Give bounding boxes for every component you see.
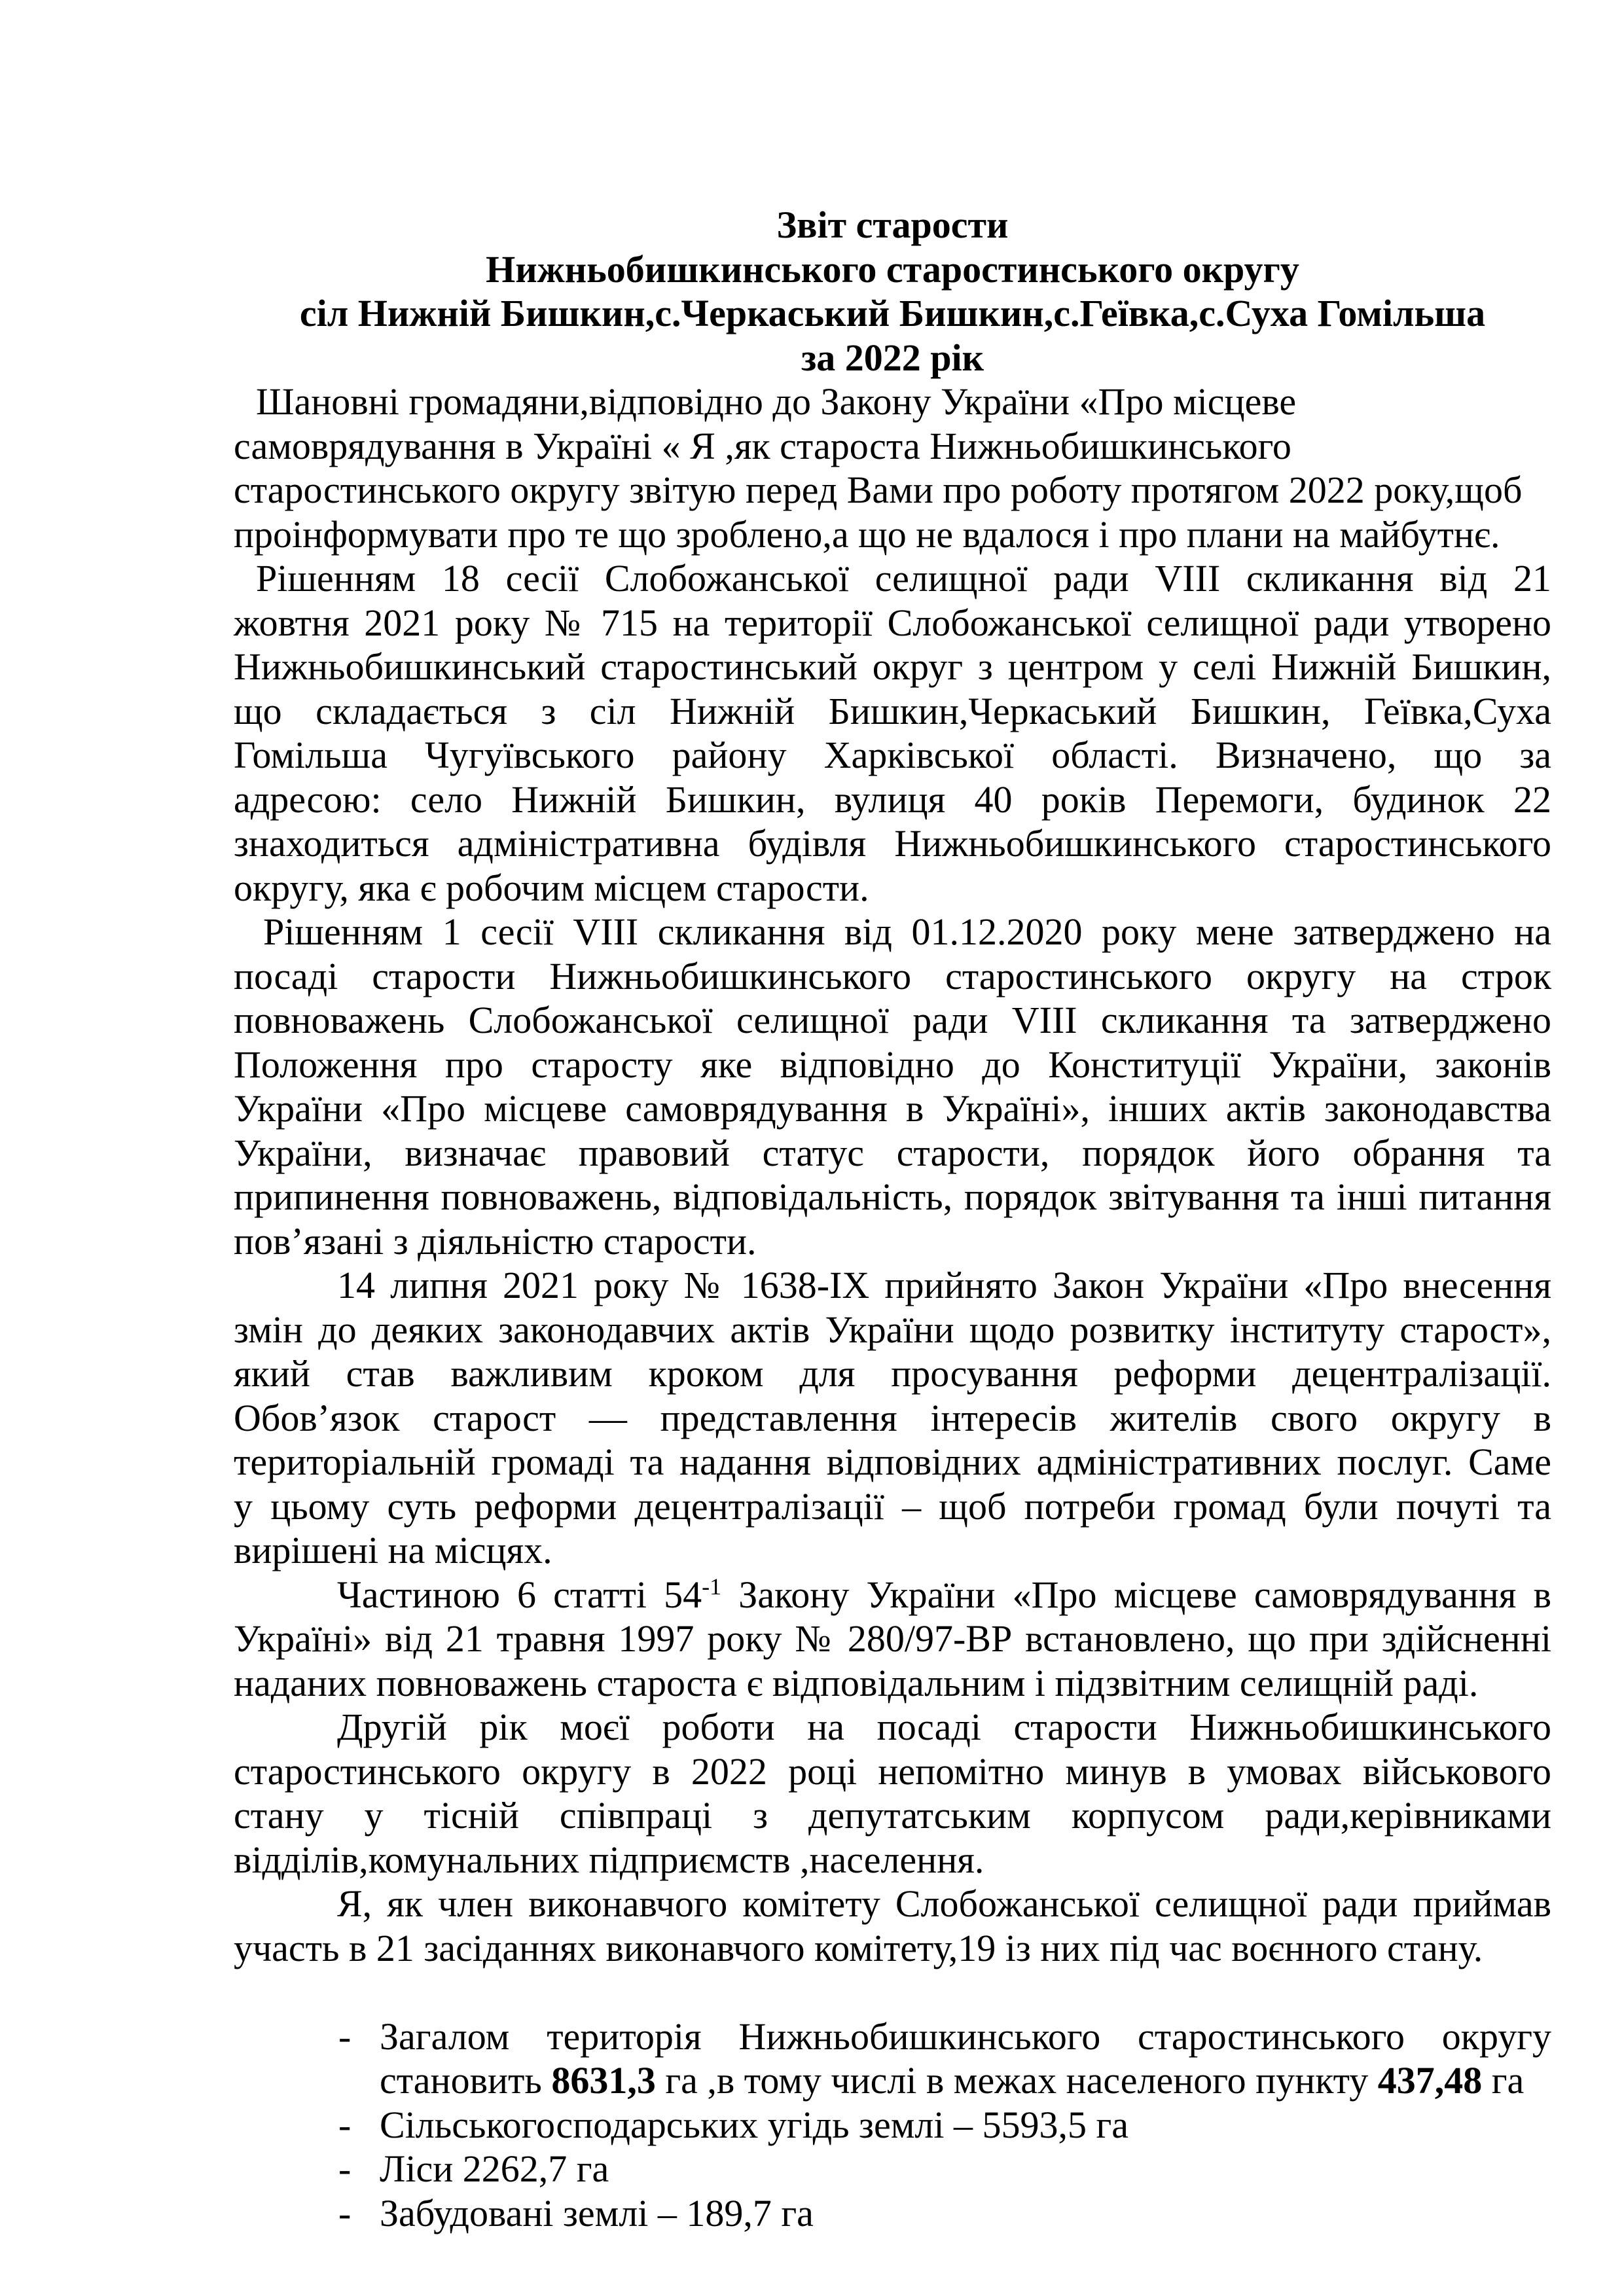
text-line: пов’язані з діяльністю старости. (234, 1219, 757, 1263)
text-line: старостинського округу звітую перед Вами про роботу протягом 2022 року,щоб (234, 469, 1523, 511)
title-line: сіл Нижній Бишкин,с.Черкаський Бишкин,с.Геївка,с.Суха Гомільша (299, 292, 1486, 334)
text-line: Положення про старосту яке відповідно до Конституції України, законів (234, 1043, 1551, 1086)
list-item (234, 2147, 1551, 2191)
text-line: самоврядування в Україні « Я ,як староста Нижньобишкинського (234, 424, 1291, 467)
text-line: у цьому суть реформи децентралізації – щоб потреби громад були почуті та (234, 1484, 1551, 1528)
bold-value: 437,48 (1377, 2059, 1483, 2102)
list-dash: - (338, 2147, 352, 2190)
title-line: за 2022 рік (801, 336, 984, 379)
text-line: стану у тісній співпраці з депутатським корпусом ради,керівниками (234, 1794, 1551, 1837)
text-line: жовтня 2021 року № 715 на території Слобожанської селищної ради утворено (234, 601, 1551, 644)
title-line: Звіт старости (776, 204, 1009, 246)
text-line (380, 2147, 1551, 2191)
text-line: 14 липня 2021 року № 1638-IX прийнято Закон України «Про внесення (337, 1264, 1551, 1306)
text-line: повноважень Слобожанської селищної ради VIII скликання та затверджено (234, 999, 1551, 1041)
text-segment: Ліси 2262,7 га (380, 2147, 609, 2190)
text-segment: га (1482, 2059, 1525, 2102)
text-line: Гомільша Чугуївського району Харківської області. Визначено, що за (234, 734, 1551, 776)
text-line (380, 2015, 1551, 2059)
paragraph (234, 1573, 1551, 1706)
text-line: Рішенням 18 сесії Слобожанської селищної ради VIII скликання від 21 (256, 557, 1551, 600)
report-body (234, 380, 1551, 1970)
text-line: Обов’язок старост — представлення інтересів жителів свого округу в (234, 1396, 1551, 1439)
paragraph (234, 1263, 1551, 1573)
text-line: посаді старости Нижньобишкинського старостинського округу на строк (234, 954, 1551, 997)
text-line (380, 2103, 1551, 2147)
list-dash: - (338, 2103, 352, 2146)
text-line: змін до деяких законодавчих актів України щодо розвитку інституту старост», (234, 1308, 1551, 1351)
list-item (234, 2191, 1551, 2236)
list-dash: - (338, 2191, 352, 2234)
text-segment: становить (380, 2059, 552, 2102)
text-line: проінформувати про те що зроблено,а що не вдалося і про плани на майбутнє. (234, 512, 1500, 556)
paragraph (234, 910, 1551, 1263)
text-line: припинення повноважень, відповідальність, порядок звітування та інші питання (234, 1175, 1551, 1218)
text-line: участь в 21 засіданнях виконавчого комітету,19 із них під час воєнного стану. (234, 1926, 1483, 1969)
title-line: Нижньобишкинського старостинського округу (486, 247, 1299, 291)
text-line: Рішенням 1 сесії VIII скликання від 01.12.2020 року мене затверджено на (263, 910, 1551, 953)
text-line: Шановні громадяни,відповідно до Закону України «Про місцеве (256, 380, 1297, 423)
text-line: який став важливим кроком для просування реформи децентралізації. (234, 1352, 1551, 1395)
text-segment: Загалом територія Нижньобишкинського старостинського округу (380, 2015, 1551, 2058)
text-line: старостинського округу в 2022 році непомітно минув в умовах військового (234, 1749, 1551, 1793)
paragraph (234, 556, 1551, 910)
text-segment: Сільськогосподарських угідь землі – 5593,5 га (380, 2103, 1128, 2146)
text-line: Україні» від 21 травня 1997 року № 280/97-ВР встановлено, що при здійсненні (234, 1617, 1551, 1660)
text-segment: га ,в тому числі в межах населеного пункту (655, 2059, 1378, 2102)
paragraph (234, 1705, 1551, 1882)
superscript: -1 (702, 1573, 722, 1600)
list-item (234, 2103, 1551, 2147)
text-line: територіальній громаді та надання відповідних адміністративних послуг. Саме (234, 1441, 1551, 1483)
paragraph (234, 1882, 1551, 1970)
text-line: наданих повноважень староста є відповідальним і підзвітним селищній раді. (234, 1661, 1479, 1704)
text-segment: Закону України «Про місцеве самоврядування в (721, 1573, 1551, 1616)
list-dash: - (338, 2015, 352, 2058)
report-title (234, 203, 1551, 380)
text-line: що складається з сіл Нижній Бишкин,Черкаський Бишкин, Геївка,Суха (234, 689, 1551, 732)
text-line: Я, як член виконавчого комітету Слобожанської селищної ради приймав (337, 1882, 1551, 1925)
text-segment: Забудовані землі – 189,7 га (380, 2191, 814, 2234)
text-line: вирішені на місцях. (234, 1529, 552, 1571)
paragraph (234, 380, 1551, 556)
text-line: Другій рік моєї роботи на посаді старости Нижньобишкинського (337, 1706, 1551, 1748)
text-line: адресою: село Нижній Бишкин, вулиця 40 років Перемоги, будинок 22 (234, 778, 1551, 821)
text-segment: Частиною 6 статті 54 (337, 1573, 702, 1616)
text-line: Нижньобишкинський старостинський округ з центром у селі Нижній Бишкин, (234, 645, 1551, 688)
text-line (380, 2191, 1551, 2236)
document-page (234, 203, 1551, 2235)
text-line: округу, яка є робочим місцем старости. (234, 866, 869, 909)
bold-value: 8631,3 (551, 2059, 656, 2102)
list-item (234, 2015, 1551, 2103)
text-line: України «Про місцеве самоврядування в Україні», інших актів законодавства (234, 1087, 1551, 1130)
text-line (234, 1573, 1551, 1617)
text-line: України, визначає правовий статус старости, порядок його обрання та (234, 1131, 1551, 1174)
blank-line (234, 1970, 1551, 2015)
text-line: знаходиться адміністративна будівля Нижньобишкинського старостинського (234, 822, 1551, 865)
text-line: відділів,комунальних підприємств ,населення. (234, 1838, 984, 1881)
land-statistics-list (234, 2015, 1551, 2236)
text-line (380, 2058, 1551, 2103)
